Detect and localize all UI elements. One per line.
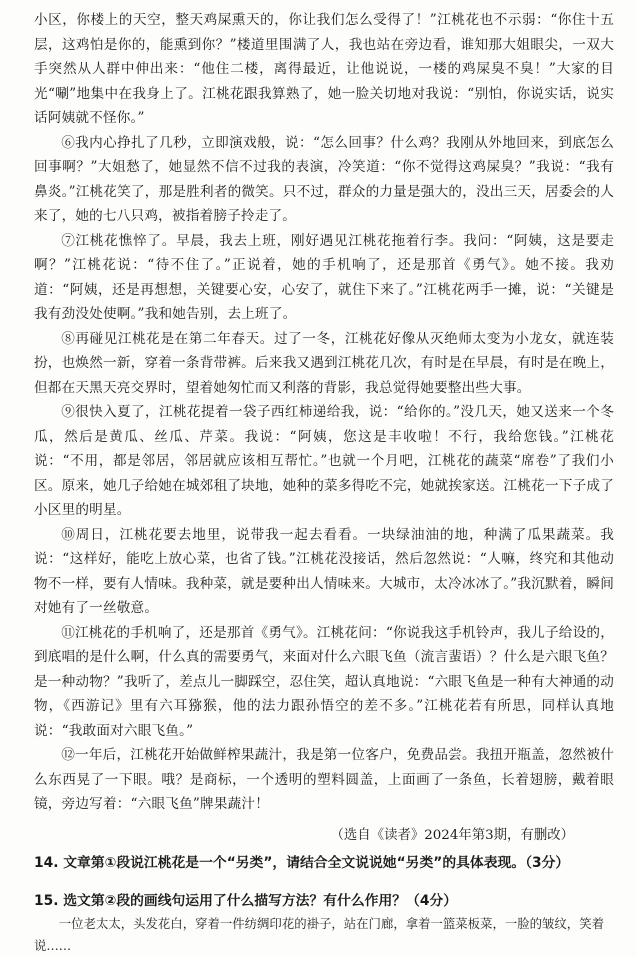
source-citation: （选自《读者》2024年第3期，有删改） xyxy=(330,827,574,843)
paragraph-5-continued: 小区，你楼上的天空，整天鸡屎熏天的，你让我们怎么受得了！”江桃花也不示弱：“你住十五层，这鸡怕是你的，能熏到你？”楼道里围满了人，我也站在旁边看，谁知那大姐眼尖，一双大手突然从人群中伸出来：“他住二楼，离得最近，让他说说，一楼的鸡屎臭不臭！”大家的目光“唰”地集中在我身上了。江桃花跟我算熟了，她一脸关切地对我说：“别怕，你说实话，说实话阿姨就不怪你。” xyxy=(34,12,614,126)
question-14: 14. 文章第①段说江桃花是一个“另类”，请结合全文说说她“另类”的具体表现。（3分） xyxy=(34,854,570,871)
paragraph-6: ⑥我内心挣扎了几秒，立即演戏般，说：“怎么回事？什么鸡？我刚从外地回来，到底怎么回事啊？”大姐愁了，她显然不信不过我的表演，冷笑道：“你不觉得这鸡屎臭？”我说：“我有鼻炎。”江桃花笑了，那是胜利者的微笑。只不过，群众的力量是强大的，没出三天，居委会的人来了，她的七八只鸡，被指着膀子拎走了。 xyxy=(34,134,614,224)
paragraph-11: ⑪江桃花的手机响了，还是那首《勇气》。江桃花问：“你说我这手机铃声，我儿子给设的，到底唱的是什么啊，什么真的需要勇气，来面对什么六眼飞鱼（流言蜚语）？什么是六眼飞鱼？是一种动物？”我听了，差点儿一脚踩空，忍住笑，超认真地说：“六眼飞鱼是一种有大神通的动物，《西游记》里有六耳猕猴，他的法力跟孙悟空的差不多。”江桃花若有所思，同样认真地说：“我敢面对六眼飞鱼。” xyxy=(34,624,614,739)
paragraph-9: ⑨很快入夏了，江桃花提着一袋子西红柿递给我，说：“给你的。”没几天，她又送来一个冬瓜，然后是黄瓜、丝瓜、芹菜。我说：“阿姨，您这是丰收啦！不行，我给您钱。”江桃花说：“不用，都是邻居，邻居就应该相互帮忙。”也就一个月吧，江桃花的蔬菜“席卷”了我们小区。原来，她几子给她在城郊租了块地，她种的菜多得吃不完，她就挨家送。江桃花一下子成了小区里的明星。 xyxy=(34,404,614,518)
reading-passage xyxy=(34,8,614,817)
paragraph-12: ⑫一年后，江桃花开始做鲜榨果蔬汁，我是第一位客户，免费品尝。我扭开瓶盖，忽然被什么东西晃了一下眼。哦？是商标，一个透明的塑料圆盖，上面画了一条鱼，长着翅膀，戴着眼镜，旁边写着：“六眼飞鱼”牌果蔬汁！ xyxy=(34,747,614,812)
paragraph-7: ⑦江桃花憔悴了。早晨，我去上班，刚好遇见江桃花拖着行李。我问：“阿姨，这是要走啊？”江桃花说：“待不住了。”正说着，她的手机响了，还是那首《勇气》。她不接。我劝道：“阿姨，还是再想想，关键要心安，心安了，就住下来了。”江桃花两手一摊，说：“关键是我有劲没处使啊。”我和她告别，去上班了。 xyxy=(34,232,614,322)
question-15: 15. 选文第②段的画线句运用了什么描写方法？有什么作用？（4分） xyxy=(34,892,458,909)
paragraph-10: ⑩周日，江桃花要去地里，说带我一起去看看。一块绿油油的地，种满了瓜果蔬菜。我说：“这样好，能吃上放心菜，也省了钱。”江桃花没接话，然后忽然说：“人嘛，终究和其他动物不一样，要有人情味。我种菜，就是要种出人情味来。大城市，太冷冰冰了。”我沉默着，瞬间对她有了一丝敬意。 xyxy=(34,526,614,616)
paragraph-8: ⑧再碰见江桃花是在第二年春天。过了一冬，江桃花好像从灭绝师太变为小龙女，就连装扮，也焕然一新，穿着一条背带裤。后来我又遇到江桃花几次，有时是在早晨，有时是在晚上，但都在天黑天亮交界时，望着她匆忙而又利落的背影，我总觉得她要整出些大事。 xyxy=(34,330,614,396)
question-15-excerpt: 一位老太太，头发花白，穿着一件纺绸印花的褂子，站在门廊，拿着一篮菜板菜，一脸的皱纹，笑着说…… xyxy=(34,915,604,953)
